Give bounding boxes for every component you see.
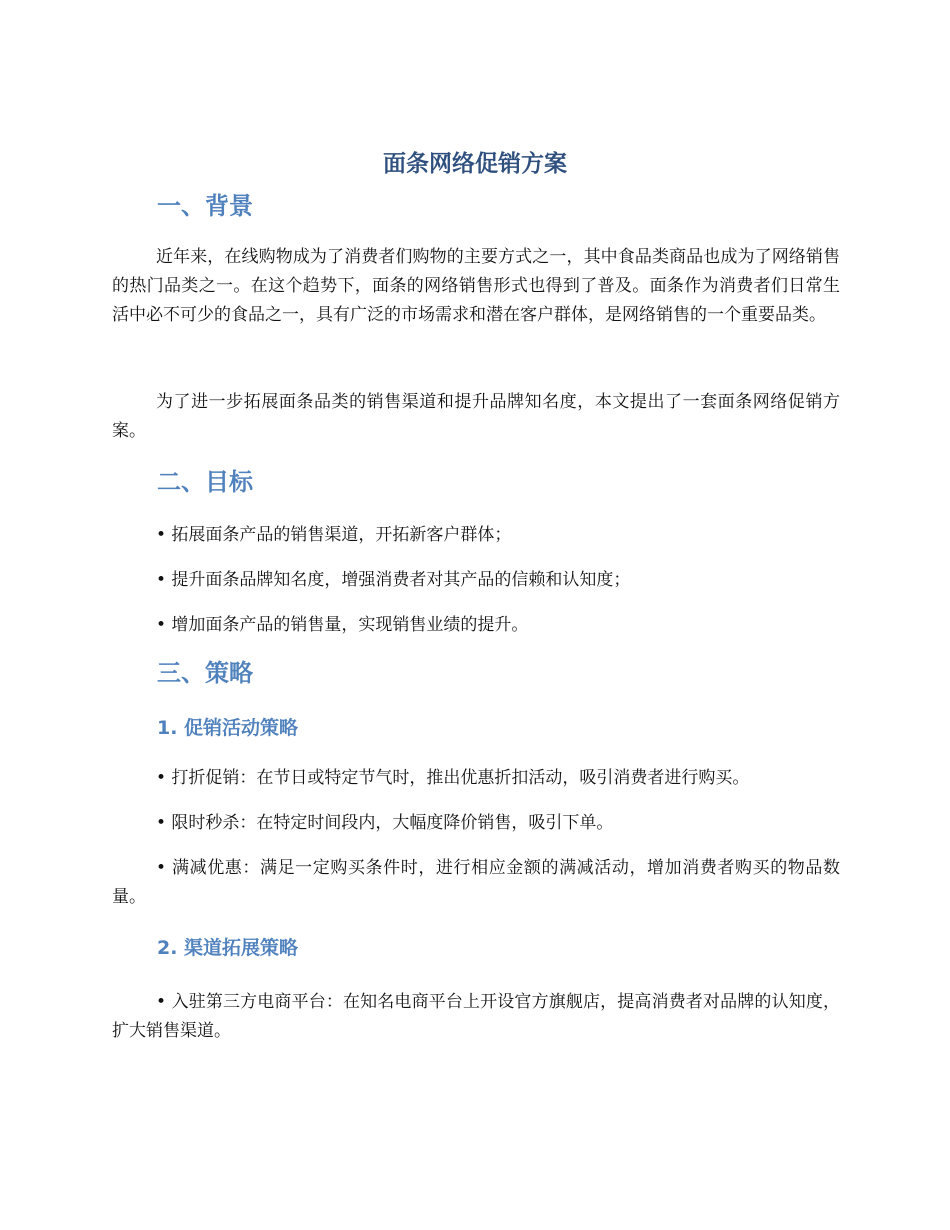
channel-item: • 入驻第三方电商平台：在知名电商平台上开设官方旗舰店，提高消费者对品牌的认知度，扩大销售渠道。 <box>112 992 840 1041</box>
promotion-item: • 满减优惠：满足一定购买条件时，进行相应金额的满减活动，增加消费者购买的物品数量。 <box>112 858 840 907</box>
background-paragraph-1: 近年来，在线购物成为了消费者们购物的主要方式之一，其中食品类商品也成为了网络销售的热门品类之一。在这个趋势下，面条的网络销售形式也得到了普及。面条作为消费者们日常生活中必不可少的食品之一，具有广泛的市场需求和潜在客户群体，是网络销售的一个重要品类。 <box>112 247 840 325</box>
section-heading-strategy: 三、策略 <box>157 659 253 687</box>
section-heading-goals: 二、目标 <box>157 468 253 496</box>
promotion-item: • 打折促销：在节日或特定节气时，推出优惠折扣活动，吸引消费者进行购买。 <box>156 768 750 788</box>
document-title: 面条网络促销方案 <box>383 151 567 177</box>
subsection-heading-channel: 2. 渠道拓展策略 <box>157 937 299 959</box>
goal-item: • 拓展面条产品的销售渠道，开拓新客户群体； <box>156 525 512 545</box>
subsection-heading-promotion: 1. 促销活动策略 <box>157 717 299 739</box>
goal-item: • 增加面条产品的销售量，实现销售业绩的提升。 <box>156 615 529 635</box>
goal-item: • 提升面条品牌知名度，增强消费者对其产品的信赖和认知度； <box>156 570 631 590</box>
background-paragraph-2: 为了进一步拓展面条品类的销售渠道和提升品牌知名度，本文提出了一套面条网络促销方案。 <box>112 392 840 441</box>
section-heading-background: 一、背景 <box>157 192 253 220</box>
promotion-item: • 限时秒杀：在特定时间段内，大幅度降价销售，吸引下单。 <box>156 813 614 833</box>
